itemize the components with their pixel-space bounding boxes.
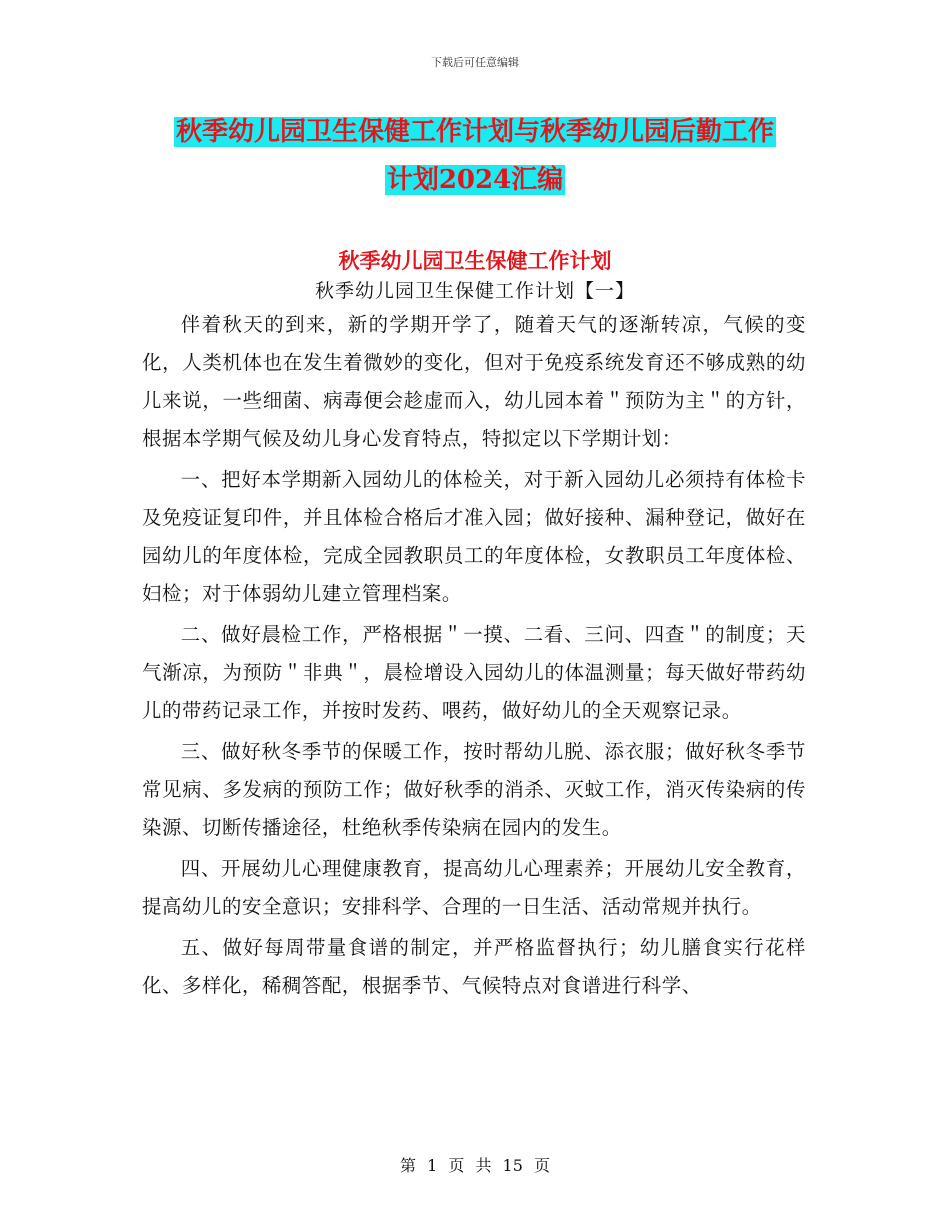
paragraph: 二、做好晨检工作，严格根据＂一摸、二看、三问、四查＂的制度；天气渐凉，为预防＂非典＂，晨检增设入园幼儿的体温测量；每天做好带药幼儿的带药记录工作，并按时发药、喂药，做好幼儿的全天观察记录。 bbox=[142, 623, 806, 722]
main-title bbox=[0, 108, 950, 204]
title-line-2: 计划2024汇编 bbox=[386, 165, 564, 195]
body-text bbox=[142, 306, 806, 1008]
section-title: 秋季幼儿园卫生保健工作计划 bbox=[338, 248, 612, 273]
page-footer: 第 1 页 共 15 页 bbox=[400, 1156, 550, 1175]
subtitle: 秋季幼儿园卫生保健工作计划【一】 bbox=[314, 280, 635, 302]
paragraph: 三、做好秋冬季节的保暖工作，按时帮幼儿脱、添衣服；做好秋冬季节常见病、多发病的预防工作；做好秋季的消杀、灭蚊工作，消灭传染病的传染源、切断传播途径，杜绝秋季传染病在园内的发生。 bbox=[142, 740, 806, 839]
header-note: 下载后可任意编辑 bbox=[431, 56, 519, 69]
paragraph: 五、做好每周带量食谱的制定，并严格监督执行；幼儿膳食实行花样化、多样化，稀稠答配，根据季节、气候特点对食谱进行科学、 bbox=[142, 936, 806, 997]
paragraph: 四、开展幼儿心理健康教育，提高幼儿心理素养；开展幼儿安全教育，提高幼儿的安全意识；安排科学、合理的一日生活、活动常规并执行。 bbox=[142, 857, 806, 918]
title-line-1: 秋季幼儿园卫生保健工作计划与秋季幼儿园后勤工作 bbox=[175, 117, 774, 147]
paragraph: 伴着秋天的到来，新的学期开学了，随着天气的逐渐转凉，气候的变化，人类机体也在发生着微妙的变化，但对于免疫系统发育还不够成熟的幼儿来说，一些细菌、病毒便会趁虚而入，幼儿园本着＂预防为主＂的方针，根据本学期气候及幼儿身心发育特点，特拟定以下学期计划： bbox=[142, 313, 806, 450]
paragraph: 一、把好本学期新入园幼儿的体检关，对于新入园幼儿必须持有体检卡及免疫证复印件，并且体检合格后才准入园；做好接种、漏种登记，做好在园幼儿的年度体检，完成全园教职员工的年度体检，女教职员工年度体检、妇检；对于体弱幼儿建立管理档案。 bbox=[142, 468, 806, 605]
